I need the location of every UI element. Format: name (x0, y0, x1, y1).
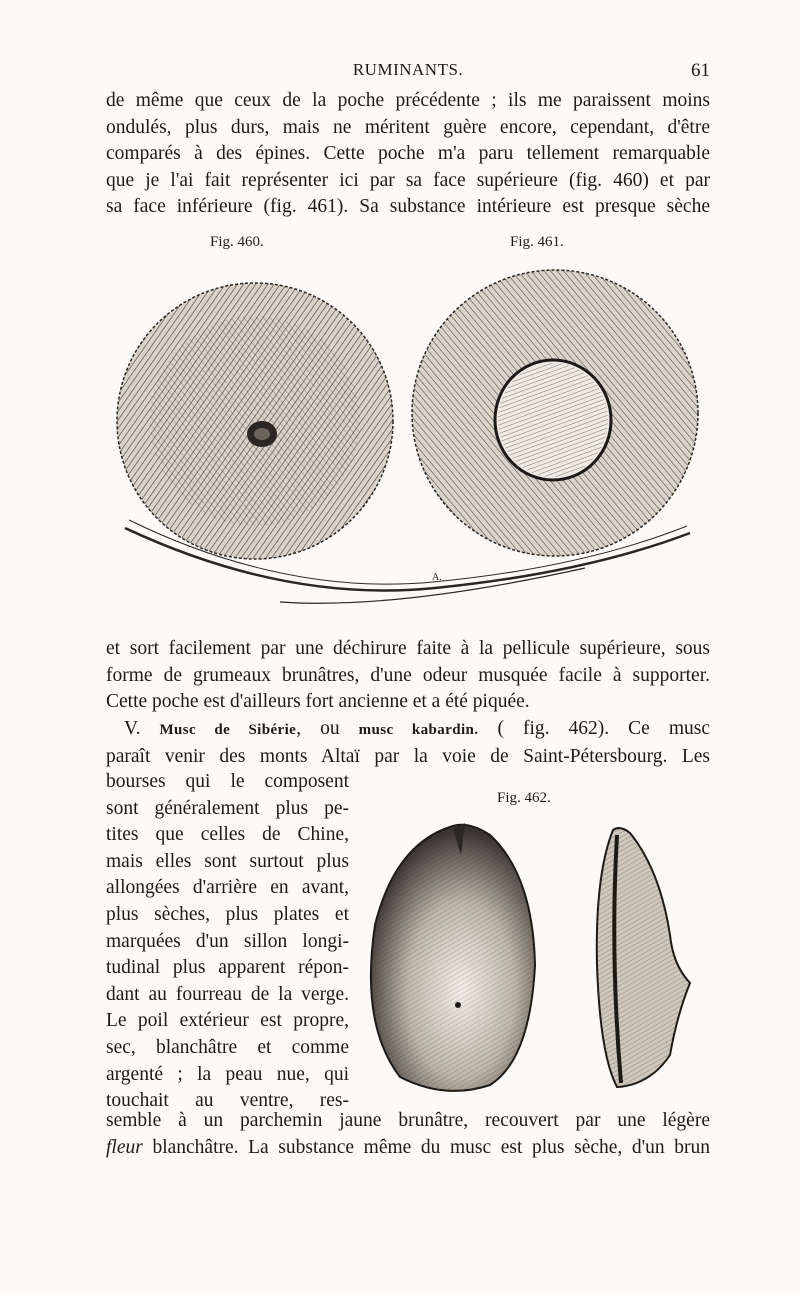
text-line: tites que celles de Chine, (106, 824, 349, 846)
text-line: touchait au ventre, res- (106, 1090, 349, 1112)
running-header (106, 60, 710, 86)
text-line: sa face inférieure (fig. 461). Sa substance intérieure est presque sèche (106, 196, 710, 218)
text-line: Le poil extérieur est propre, (106, 1010, 349, 1032)
text-line: que je l'ai fait représenter ici par sa face supérieure (fig. 460) et par (106, 169, 710, 191)
text-line: Cette poche est d'ailleurs fort ancienne et a été piquée. (106, 691, 530, 713)
text-line: forme de grumeaux brunâtres, d'une odeur musquée facile à supporter. (106, 664, 710, 686)
text-line: dant au fourreau de la verge. (106, 983, 349, 1005)
text-line: de même que ceux de la poche précédente ; ils me paraissent moins (106, 90, 710, 111)
narrow-column (106, 769, 349, 1115)
section-numeral: V. (124, 718, 141, 739)
section-name-siberie: Musc de Sibérie (159, 722, 297, 738)
pouch-side-view (597, 828, 690, 1087)
paragraph-intro (106, 88, 710, 221)
text-line: allongées d'arrière en avant, (106, 877, 349, 899)
text-line-with-italic (106, 1135, 710, 1162)
text-line: comparés à des épines. Cette poche m'a paru tellement remarquable (106, 143, 710, 165)
text-line: semble à un parchemin jaune brunâtre, recouvert par une légère (106, 1110, 710, 1131)
paragraph-final (106, 1108, 710, 1161)
italic-word-fleur: fleur (106, 1136, 143, 1158)
text-line: ondulés, plus durs, mais ne méritent guère encore, cependant, d'être (106, 116, 710, 138)
figure-460-caption: Fig. 460. (210, 234, 264, 250)
text-line: tudinal plus apparent répon- (106, 957, 349, 979)
pouch-lower-face (412, 270, 698, 556)
section-ref: ( fig. 462). Ce musc (497, 718, 710, 739)
text-line: mais elles sont surtout plus (106, 850, 349, 872)
pouch-upper-face (117, 283, 393, 559)
pouch-front-view (371, 823, 535, 1091)
figure-letter-a: A. (432, 572, 442, 583)
paragraph-substance (106, 636, 710, 716)
figure-462-caption: Fig. 462. (497, 790, 551, 806)
page-number: 61 (691, 60, 710, 81)
text-line: et sort facilement par une déchirure faite à la pellicule supérieure, sous (106, 638, 710, 659)
text-line: sec, blanchâtre et comme (106, 1036, 349, 1058)
text-line: paraît venir des monts Altaï par la voie de Saint-Pétersbourg. Les (106, 745, 710, 767)
section-name-kabardin: musc kabardin. (358, 722, 479, 738)
text-line: plus sèches, plus plates et (106, 903, 349, 925)
running-title: RUMINANTS. (352, 60, 464, 79)
text-line: sont généralement plus pe- (106, 797, 349, 819)
text-line: marquées d'un sillon longi- (106, 930, 349, 952)
section-heading-line (106, 716, 710, 744)
figure-461-caption: Fig. 461. (510, 234, 564, 250)
musk-pouch-engraving-462 (355, 815, 715, 1105)
text-line: argenté ; la peau nue, qui (106, 1063, 349, 1085)
musk-pouch-engraving-460-461 (115, 258, 705, 618)
text-line: bourses qui le composent (106, 771, 349, 792)
text-fragment: blanchâtre. La substance même du musc est plus sèche, d'un brun (142, 1136, 710, 1158)
section-separator: , ou (296, 718, 340, 739)
section-v (106, 716, 710, 770)
